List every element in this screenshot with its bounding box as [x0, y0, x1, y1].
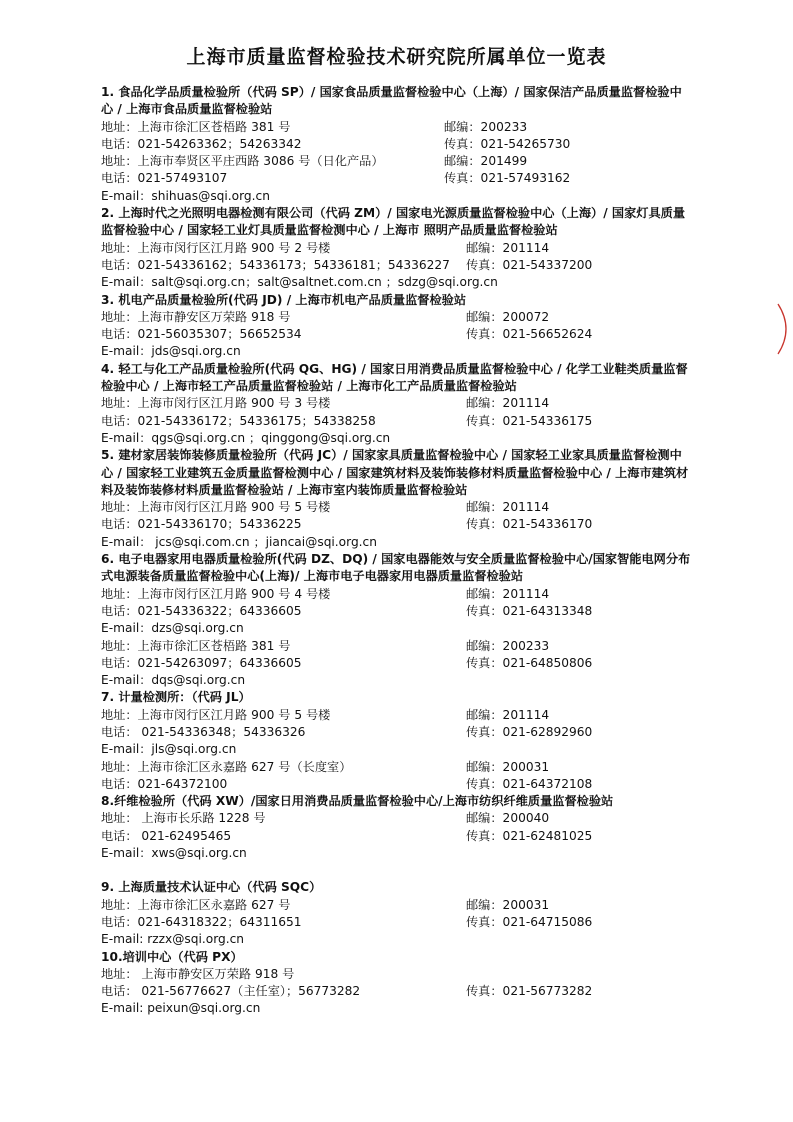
page-title: 上海市质量监督检验技术研究院所属单位一览表 [186, 46, 607, 68]
unit-section-2 [101, 205, 693, 291]
unit-heading: 8.纤维检验所（代码 XW）/国家日用消费品质量监督检验中心/上海市纺织纤维质量监督检验站 [101, 794, 614, 809]
postcode-text: 邮编：201114 [466, 707, 550, 722]
phone-line [101, 655, 693, 672]
postcode-text: 邮编：200031 [466, 759, 550, 774]
phone-text: 电话：021-64318322；64311651 [101, 914, 302, 929]
address-text: 地址： 上海市长乐路 1228 号 [101, 811, 266, 826]
unit-heading: 2. 上海时代之光照明电器检测有限公司（代码 ZM）/ 国家电光源质量监督检验中心（上海）/ 国家灯具质量监督检验中心 / 国家轻工业灯具质量监督检测中心 / 上海市 照明产品质量监督检验站 [101, 206, 686, 238]
postcode-text: 邮编：201114 [466, 500, 550, 515]
email-line[interactable]: E-mail： jcs@sqi.com.cn ；jiancai@sqi.org.cn [101, 534, 377, 549]
address-text: 地址：上海市闵行区江月路 900 号 4 号楼 [101, 586, 331, 601]
phone-line [101, 776, 693, 793]
unit-section-1 [101, 84, 693, 205]
address-text: 地址：上海市静安区万荣路 918 号 [101, 309, 291, 324]
email-line[interactable]: E-mail：qgs@sqi.org.cn ；qinggong@sqi.org.cn [101, 430, 391, 445]
phone-text: 电话：021-57493107 [101, 171, 228, 186]
postcode-text: 邮编：200233 [444, 119, 528, 134]
phone-text: 电话： 021-54336348；54336326 [101, 724, 306, 739]
phone-line [101, 828, 693, 845]
fax-text: 传真：021-54265730 [444, 136, 571, 151]
address-line [101, 707, 693, 724]
address-line [101, 897, 693, 914]
email-line[interactable]: E-mail: peixun@sqi.org.cn [101, 1001, 261, 1016]
phone-text: 电话：021-64372100 [101, 776, 228, 791]
unit-heading: 10.培训中心（代码 PX） [101, 949, 243, 964]
address-line [101, 240, 693, 257]
postcode-text: 邮编：201114 [466, 586, 550, 601]
phone-line [101, 603, 693, 620]
phone-text: 电话：021-54336322；64336605 [101, 603, 302, 618]
fax-text: 传真：021-62481025 [466, 828, 593, 843]
fax-text: 传真：021-64313348 [466, 603, 593, 618]
postcode-text: 邮编：201114 [466, 240, 550, 255]
unit-section-5 [101, 447, 693, 551]
unit-heading: 5. 建材家居装饰装修质量检验所（代码 JC）/ 国家家具质量监督检验中心 / 国家轻工业家具质量监督检测中心 / 国家轻工业建筑五金质量监督检测中心 / 国家建筑材料及装饰装修材料质量监督检验中心 / 上海市建筑材料及装饰装修材料质量监督检验站 / 上海市室内装饰质量监督检验站 [101, 448, 689, 497]
fax-text: 传真：021-54336170 [466, 517, 593, 532]
email-line[interactable]: E-mail：xws@sqi.org.cn [101, 846, 247, 861]
phone-line [101, 914, 693, 931]
phone-text: 电话：021-54336162；54336173；54336181；54336227 [101, 257, 450, 272]
address-text: 地址： 上海市静安区万荣路 918 号 [101, 966, 295, 981]
fax-text: 传真：021-57493162 [444, 171, 571, 186]
email-line[interactable]: E-mail：jds@sqi.org.cn [101, 344, 241, 359]
phone-line [101, 170, 693, 187]
fax-text: 传真：021-54337200 [466, 257, 593, 272]
address-line [101, 499, 693, 516]
fax-text: 传真：021-64372108 [466, 776, 593, 791]
phone-line [101, 326, 693, 343]
phone-text: 电话： 021-62495465 [101, 828, 232, 843]
fax-text: 传真：021-62892960 [466, 724, 593, 739]
unit-heading: 1. 食品化学品质量检验所（代码 SP）/ 国家食品质量监督检验中心（上海）/ 国家保洁产品质量监督检验中心 / 上海市食品质量监督检验站 [101, 85, 682, 117]
unit-section-6 [101, 551, 693, 689]
unit-section-9 [101, 879, 693, 948]
postcode-text: 邮编：200233 [466, 638, 550, 653]
phone-line [101, 983, 693, 1000]
phone-text: 电话：021-54336172；54336175；54338258 [101, 413, 376, 428]
postcode-text: 邮编：200031 [466, 897, 550, 912]
phone-text: 电话： 021-56776627（主任室）；56773282 [101, 984, 361, 999]
address-text: 地址：上海市徐汇区苍梧路 381 号 [101, 119, 291, 134]
unit-heading: 3. 机电产品质量检验所(代码 JD) / 上海市机电产品质量监督检验站 [101, 292, 467, 307]
email-line[interactable]: E-mail：salt@sqi.org.cn；salt@saltnet.com.cn ；sdzg@sqi.org.cn [101, 275, 498, 290]
email-line[interactable]: E-mail：jls@sqi.org.cn [101, 742, 237, 757]
email-line[interactable]: E-mail: rzzx@sqi.org.cn [101, 932, 245, 947]
unit-section-10 [101, 949, 693, 1018]
unit-heading: 6. 电子电器家用电器质量检验所(代码 DZ、DQ) / 国家电器能效与安全质量监督检验中心/国家智能电网分布式电源装备质量监督检验中心(上海)/ 上海市电子电器家用电器质量监督检验站 [101, 552, 691, 584]
fax-text: 传真：021-54336175 [466, 413, 593, 428]
phone-line [101, 136, 693, 153]
fax-text: 传真：021-56652624 [466, 327, 593, 342]
address-text: 地址：上海市徐汇区永嘉路 627 号（长度室） [101, 759, 352, 774]
phone-text: 电话：021-54263097；64336605 [101, 655, 302, 670]
unit-list [101, 84, 693, 1018]
postcode-text: 邮编：201114 [466, 396, 550, 411]
address-line [101, 810, 693, 827]
address-line [101, 966, 693, 983]
unit-section-8 [101, 793, 693, 862]
address-line [101, 759, 693, 776]
fax-text: 传真：021-64715086 [466, 914, 593, 929]
address-text: 地址：上海市闵行区江月路 900 号 5 号楼 [101, 707, 331, 722]
postcode-text: 邮编：200040 [466, 811, 550, 826]
postcode-text [466, 966, 693, 983]
email-line[interactable]: E-mail：dzs@sqi.org.cn [101, 621, 244, 636]
phone-line [101, 257, 693, 274]
address-text: 地址：上海市徐汇区永嘉路 627 号 [101, 897, 291, 912]
address-text: 地址：上海市徐汇区苍梧路 381 号 [101, 638, 291, 653]
phone-text: 电话：021-54263362；54263342 [101, 136, 302, 151]
postcode-text: 邮编：201499 [444, 154, 528, 169]
address-text: 地址：上海市闵行区江月路 900 号 2 号楼 [101, 240, 331, 255]
phone-line [101, 413, 693, 430]
address-text: 地址：上海市闵行区江月路 900 号 5 号楼 [101, 500, 331, 515]
unit-heading: 4. 轻工与化工产品质量检验所(代码 QG、HG) / 国家日用消费品质量监督检验中心 / 化学工业鞋类质量监督检验中心 / 上海市轻工产品质量监督检验站 / 上海市化工产品质量监督检验站 [101, 361, 688, 394]
phone-line [101, 724, 693, 741]
address-line [101, 119, 693, 136]
address-line [101, 153, 693, 170]
email-line[interactable]: E-mail：shihuas@sqi.org.cn [101, 188, 270, 203]
address-text: 地址：上海市奉贤区平庄西路 3086 号（日化产品） [101, 154, 384, 169]
unit-heading: 7. 计量检测所：（代码 JL） [101, 690, 251, 705]
fax-text: 传真：021-64850806 [466, 655, 593, 670]
unit-section-7 [101, 689, 693, 793]
address-line [101, 309, 693, 326]
phone-line [101, 516, 693, 533]
fax-text: 传真：021-56773282 [466, 984, 593, 999]
phone-text: 电话：021-56035307；56652534 [101, 327, 302, 342]
postcode-text: 邮编：200072 [466, 309, 550, 324]
address-line [101, 638, 693, 655]
unit-heading: 9. 上海质量技术认证中心（代码 SQC） [101, 880, 322, 895]
unit-section-4 [101, 361, 693, 447]
email-line[interactable]: E-mail：dqs@sqi.org.cn [101, 673, 246, 688]
address-text: 地址：上海市闵行区江月路 900 号 3 号楼 [101, 396, 331, 411]
margin-bracket-mark [770, 302, 793, 356]
phone-text: 电话：021-54336170；54336225 [101, 517, 302, 532]
address-line [101, 395, 693, 412]
unit-section-3 [101, 292, 693, 361]
address-line [101, 586, 693, 603]
